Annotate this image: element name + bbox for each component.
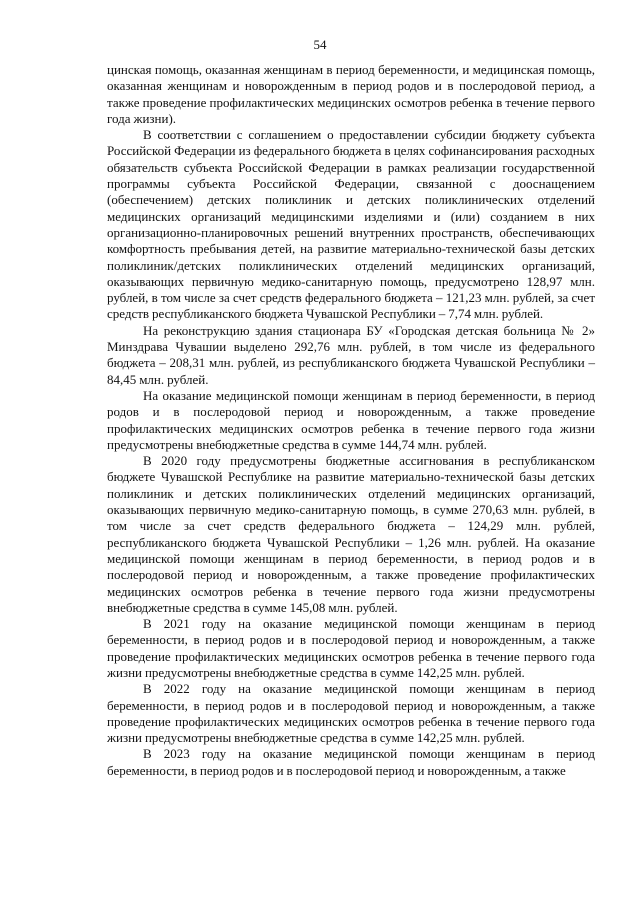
paragraph-subsidy-agreement: В соответствии с соглашением о предоставлении субсидии бюджету субъекта Российской Федерации из федерального бюджета в целях софинансирования расходных обязательств субъекта Российской Федерации в рамках реализации государственной программы субъекта Российской Федерации, связанной с дооснащением (обеспечением) детских поликлиник и детских поликлинических отделений медицинских организаций медицинскими изделиями и (или) созданием в них организационно-планировочных решений внутренних пространств, обеспечивающих комфортность пребывания детей, на развитие материально-технической базы детских поликлиник/детских поликлинических отделений медицинских организаций, оказывающих первичную медико-санитарную помощь, предусмотрено 128,97 млн. рублей, в том числе за счет средств федерального бюджета – 121,23 млн. рублей, за счет средств республиканского бюджета Чувашской Республики – 7,74 млн. рублей.	[107, 127, 595, 322]
paragraph-continuation: цинская помощь, оказанная женщинам в период беременности, и медицинская помощь, оказанная женщинам и новорожденным в период родов и в послеродовой период, а также проведение профилактических медицинских осмотров ребенка в течение первого года жизни).	[107, 62, 595, 126]
document-body	[107, 62, 595, 779]
paragraph-year-2023: В 2023 году на оказание медицинской помощи женщинам в период беременности, в период родов и в послеродовой период и новорожденным, а также	[107, 746, 595, 778]
paragraph-offbudget-funding: На оказание медицинской помощи женщинам в период беременности, в период родов и в послеродовой период и новорожденным, а также проведение профилактических медицинских осмотров ребенка в течение первого года жизни предусмотрены внебюджетные средства в сумме 144,74 млн. рублей.	[107, 387, 595, 452]
paragraph-hospital-reconstruction: На реконструкцию здания стационара БУ «Городская детская больница № 2» Минздрава Чувашии выделено 292,76 млн. рублей, в том числе из федерального бюджета – 208,31 млн. рублей, из республиканского бюджета Чувашской Республики – 84,45 млн. рублей.	[107, 322, 595, 387]
paragraph-year-2022: В 2022 году на оказание медицинской помощи женщинам в период беременности, в период родов и в послеродовой период и новорожденным, а также проведение профилактических медицинских осмотров ребенка в течение первого года жизни предусмотрены внебюджетные средства в сумме 142,25 млн. рублей.	[107, 681, 595, 746]
paragraph-year-2020: В 2020 году предусмотрены бюджетные ассигнования в республиканском бюджете Чувашской Республике на развитие материально-технической базы детских поликлиник и детских поликлинических отделений медицинских организаций, оказывающих первичную медико-санитарную помощь, в сумме 270,63 млн. рублей, в том числе за счет средств федерального бюджета – 124,29 млн. рублей, республиканского бюджета Чувашской Республики – 1,26 млн. рублей. На оказание медицинской помощи женщинам в период беременности, в период родов и в послеродовой период и новорожденным, а также проведение профилактических медицинских осмотров ребенка в течение первого года жизни предусмотрены внебюджетные средства в сумме 145,08 млн. рублей.	[107, 453, 595, 615]
paragraph-year-2021: В 2021 году на оказание медицинской помощи женщинам в период беременности, в период родов и в послеродовой период и новорожденным, а также проведение профилактических медицинских осмотров ребенка в течение первого года жизни предусмотрены внебюджетные средства в сумме 142,25 млн. рублей.	[107, 616, 595, 680]
page-number: 54	[313, 37, 327, 52]
